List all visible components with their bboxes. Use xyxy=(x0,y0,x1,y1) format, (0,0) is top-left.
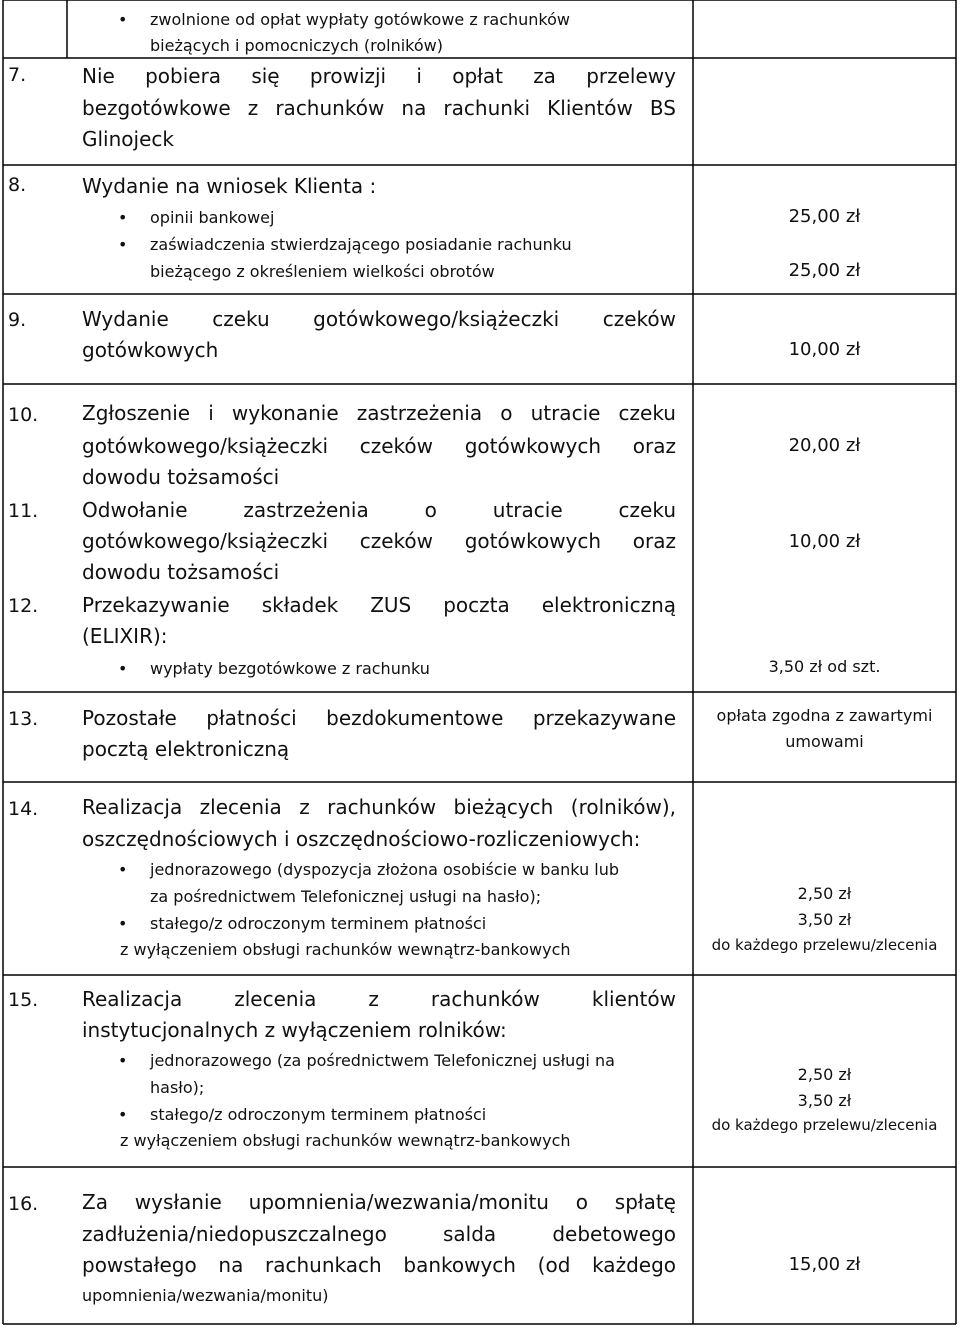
row-line: dowodu tożsamości xyxy=(82,465,280,489)
row-line: Przekazywanie składek ZUS poczta elektroniczną xyxy=(82,593,676,617)
row-line: Glinojeck xyxy=(82,127,174,151)
row-number: 13. xyxy=(8,708,39,730)
bullet-note: z wyłączeniem obsługi rachunków wewnątrz-bankowych xyxy=(120,940,571,959)
bullet-item: • stałego/z odroczonym terminem płatności xyxy=(150,1103,486,1127)
price-value: 3,50 zł od szt. xyxy=(768,657,881,676)
price-note: do każdego przelewu/zlecenia xyxy=(711,936,938,954)
bullet-item: • zaświadczenia stwierdzającego posiadanie rachunku xyxy=(150,233,572,257)
bullet-icon: • xyxy=(118,659,128,678)
bullet-icon: • xyxy=(118,1105,128,1124)
row-line: pocztą elektroniczną xyxy=(82,737,290,761)
row-line: Zgłoszenie i wykonanie zastrzeżenia o utracie czeku xyxy=(82,401,676,425)
row-number: 9. xyxy=(8,309,27,331)
row-line: Odwołanie zastrzeżenia o utracie czeku xyxy=(82,498,676,522)
row-number: 14. xyxy=(8,798,39,820)
price-value: 25,00 zł xyxy=(788,206,861,227)
row-line: Nie pobiera się prowizji i opłat za przelewy xyxy=(82,64,676,88)
row-line: zadłużenia/niedopuszczalnego salda debetowego xyxy=(82,1222,676,1246)
row-number: 12. xyxy=(8,595,39,617)
bullet-icon: • xyxy=(118,860,128,879)
row-line: dowodu tożsamości xyxy=(82,560,280,584)
bullet-item: • jednorazowego (za pośrednictwem Telefonicznej usługi na xyxy=(150,1049,615,1073)
bullet-continuation: hasło); xyxy=(150,1078,205,1097)
bullet-note: z wyłączeniem obsługi rachunków wewnątrz-bankowych xyxy=(120,1131,571,1150)
bullet-icon: • xyxy=(118,10,128,29)
row-number: 15. xyxy=(8,989,39,1011)
bullet-continuation: za pośrednictwem Telefonicznej usługi na hasło); xyxy=(150,887,542,906)
price-value: 2,50 zł xyxy=(797,884,852,903)
row-title: Wydanie na wniosek Klienta : xyxy=(82,174,377,198)
row-line: Za wysłanie upomnienia/wezwania/monitu o spłatę xyxy=(82,1190,676,1214)
price-value: 10,00 zł xyxy=(788,531,861,552)
bullet-item: • zwolnione od opłat wypłaty gotówkowe z rachunków xyxy=(150,8,570,32)
bullet-item: • jednorazowego (dyspozycja złożona osobiście w banku lub xyxy=(150,858,619,882)
price-value: 3,50 zł xyxy=(797,1091,852,1110)
price-note: do każdego przelewu/zlecenia xyxy=(711,1116,938,1134)
bullet-item: • stałego/z odroczonym terminem płatności xyxy=(150,912,486,936)
bullet-icon: • xyxy=(118,914,128,933)
row-line: gotówkowego/książeczki czeków gotówkowych oraz xyxy=(82,529,676,553)
bullet-icon: • xyxy=(118,1051,128,1070)
bullet-icon: • xyxy=(118,235,128,254)
row-line: powstałego na rachunkach bankowych (od każdego xyxy=(82,1253,676,1277)
row-line: oszczędnościowych i oszczędnościowo-rozliczeniowych: xyxy=(82,827,641,851)
row-line: bezgotówkowe z rachunków na rachunki Klientów BS xyxy=(82,96,676,120)
row-line: gotówkowego/książeczki czeków gotówkowych oraz xyxy=(82,434,676,458)
row-line: upomnienia/wezwania/monitu) xyxy=(82,1286,329,1305)
row-number: 8. xyxy=(8,174,27,196)
bullet-continuation: bieżącego z określeniem wielkości obrotów xyxy=(150,262,495,281)
price-note: opłata zgodna z zawartymi xyxy=(716,706,933,725)
bullet-item: • opinii bankowej xyxy=(150,206,274,230)
row-line: Pozostałe płatności bezdokumentowe przekazywane xyxy=(82,706,676,730)
price-value: 3,50 zł xyxy=(797,910,852,929)
row-number: 10. xyxy=(8,404,39,426)
row-line: Wydanie czeku gotówkowego/książeczki czeków xyxy=(82,307,676,331)
row-line: gotówkowych xyxy=(82,338,219,362)
row-number: 16. xyxy=(8,1193,39,1215)
row-line: instytucjonalnych z wyłączeniem rolników: xyxy=(82,1018,507,1042)
row-line: Realizacja zlecenia z rachunków klientów xyxy=(82,987,676,1011)
price-note: umowami xyxy=(785,732,864,751)
price-value: 2,50 zł xyxy=(797,1065,852,1084)
row-number: 11. xyxy=(8,500,39,522)
price-value: 20,00 zł xyxy=(788,435,861,456)
price-value: 10,00 zł xyxy=(788,339,861,360)
row-line: Realizacja zlecenia z rachunków bieżących (rolników), xyxy=(82,795,676,819)
price-value: 15,00 zł xyxy=(788,1254,861,1275)
row-number: 7. xyxy=(8,64,27,86)
bullet-icon: • xyxy=(118,208,128,227)
row-line: (ELIXIR): xyxy=(82,624,168,648)
bullet-continuation: bieżących i pomocniczych (rolników) xyxy=(150,36,443,55)
bullet-item: • wypłaty bezgotówkowe z rachunku xyxy=(150,657,430,681)
price-value: 25,00 zł xyxy=(788,260,861,281)
